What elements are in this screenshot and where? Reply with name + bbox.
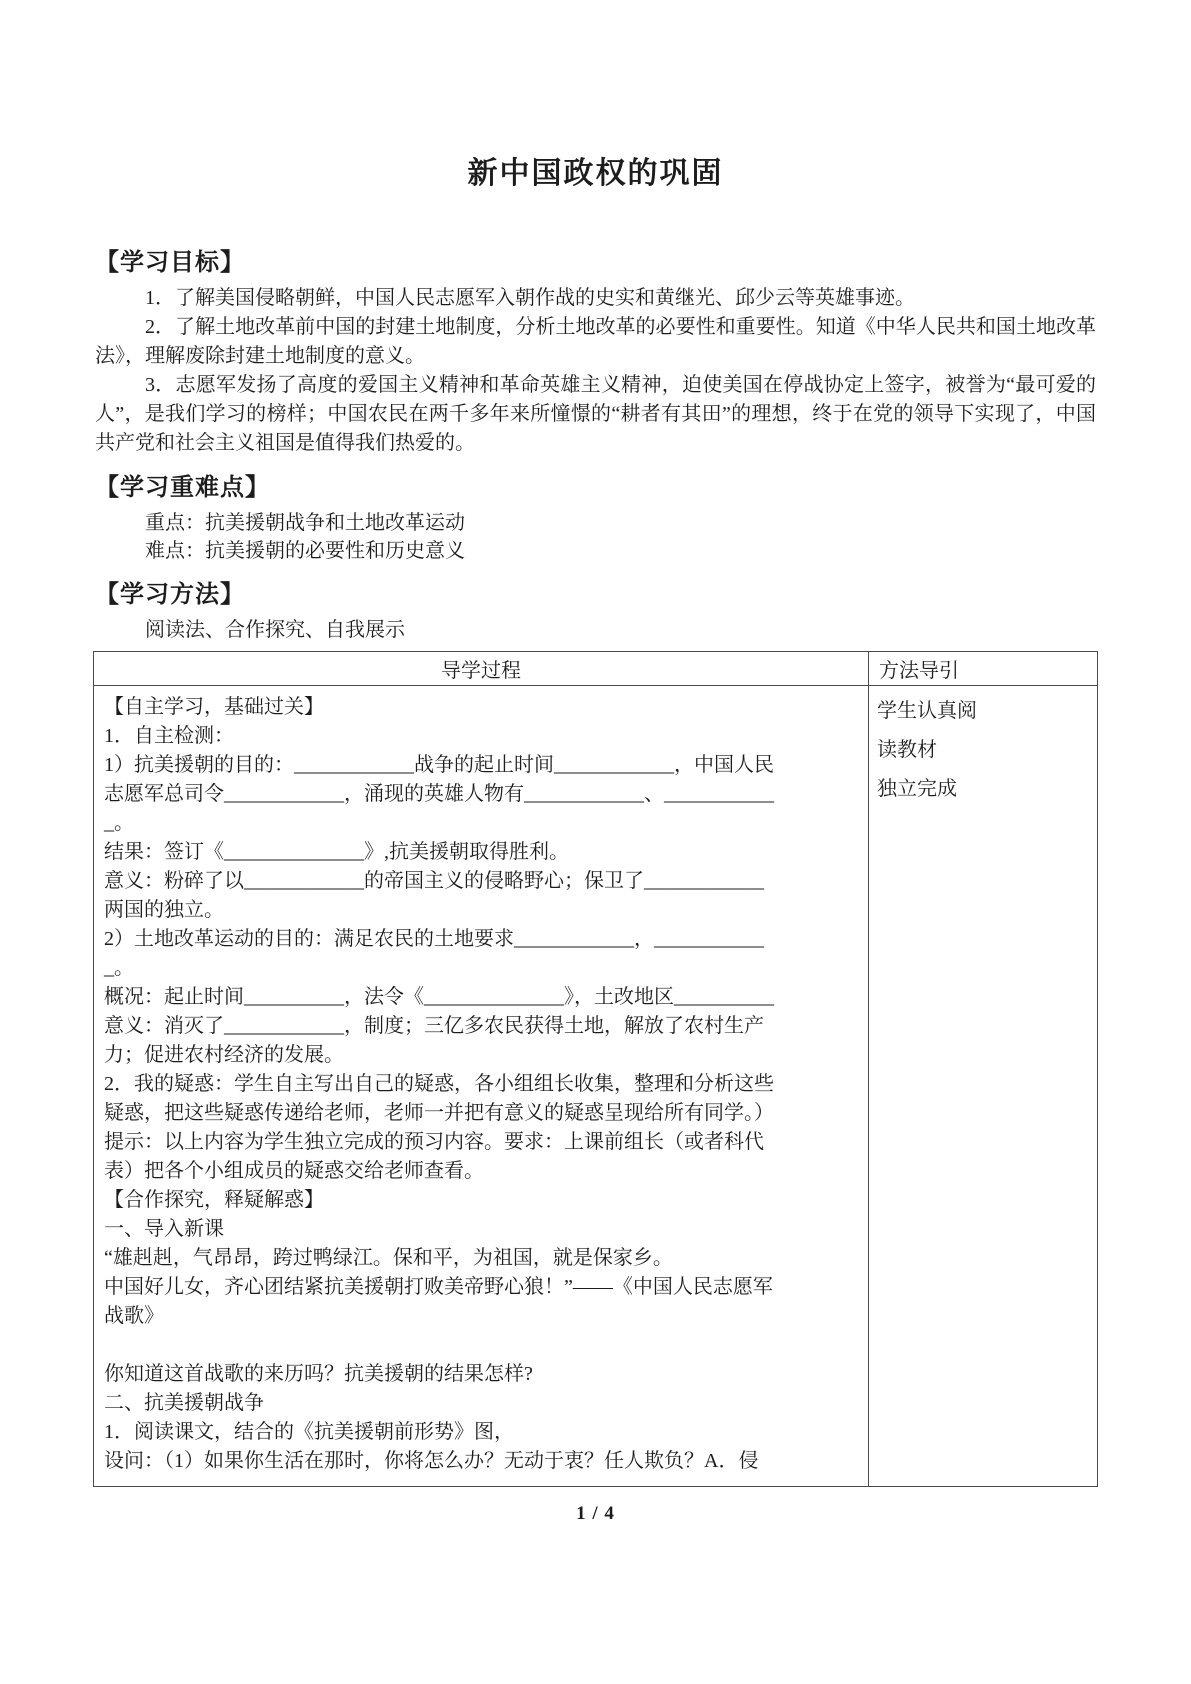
page-number: 1 / 4 bbox=[576, 1503, 615, 1524]
process-line: 2．我的疑惑：学生自主写出自己的疑惑，各小组组长收集，整理和分析这些 bbox=[104, 1073, 774, 1095]
keypoint-item: 重点：抗美援朝战争和土地改革运动 bbox=[145, 512, 465, 534]
section-heading-objectives: 【学习目标】 bbox=[95, 250, 245, 276]
process-line: 一、导入新课 bbox=[104, 1218, 224, 1240]
process-line: 志愿军总司令____________，涌现的英雄人物有____________、___________ bbox=[104, 783, 774, 805]
process-line: “雄赳赳，气昂昂，跨过鸭绿江。保和平，为祖国，就是保家乡。 bbox=[104, 1247, 673, 1269]
keypoints-list bbox=[95, 509, 1096, 565]
process-line: _。 bbox=[104, 957, 134, 979]
process-line: 结果：签订《______________》,抗美援朝取得胜利。 bbox=[104, 841, 569, 863]
process-line: 疑惑，把这些疑惑传递给老师，老师一并把有意义的疑惑呈现给所有同学。） bbox=[104, 1102, 774, 1124]
table-header-method-guide: 方法导引 bbox=[869, 652, 1098, 686]
process-line: 中国好儿女，齐心团结紧抗美援朝打败美帝野心狼！”——《中国人民志愿军 bbox=[104, 1276, 773, 1298]
process-line: 力；促进农村经济的发展。 bbox=[104, 1044, 344, 1066]
method-guide-lines bbox=[877, 692, 1091, 809]
objective-item: 1．了解美国侵略朝鲜，中国人民志愿军入朝作战的史实和黄继光、邱少云等英雄事迹。 bbox=[145, 287, 915, 309]
process-line: 2）土地改革运动的目的：满足农民的土地要求____________，___________ bbox=[104, 928, 764, 950]
process-line: 1．自主检测： bbox=[104, 725, 234, 747]
objective-item: 3．志愿军发扬了高度的爱国主义精神和革命英雄主义精神，迫使美国在停战协定上签字，被誉为“最可爱的人”，是我们学习的榜样；中国农民在两千多年来所憧憬的“耕者有其田”的理想，终于在党的领导下实现了，中国共产党和社会主义祖国是值得我们热爱的。 bbox=[95, 374, 1096, 454]
table-body-row bbox=[94, 686, 1098, 1487]
method-guide-line: 独立完成 bbox=[877, 778, 957, 800]
process-line: 【自主学习，基础过关】 bbox=[104, 696, 324, 718]
process-line: 表）把各个小组成员的疑惑交给老师查看。 bbox=[104, 1160, 484, 1182]
page-title: 新中国政权的巩固 bbox=[467, 157, 724, 190]
keypoint-item: 难点：抗美援朝的必要性和历史意义 bbox=[145, 540, 465, 562]
method-guide-line: 学生认真阅 bbox=[877, 700, 977, 722]
process-line: 设问：（1）如果你生活在那时，你将怎么办？无动于衷？任人欺负？A．侵 bbox=[104, 1450, 759, 1472]
process-line: 概况：起止时间__________，法令《______________》，土改地区__________ bbox=[104, 986, 774, 1008]
process-line bbox=[104, 1331, 858, 1360]
method-guide-cell bbox=[869, 686, 1098, 1487]
process-cell bbox=[94, 686, 869, 1487]
process-line: 提示：以上内容为学生独立完成的预习内容。要求：上课前组长（或者科代 bbox=[104, 1131, 764, 1153]
method-item: 阅读法、合作探究、自我展示 bbox=[145, 619, 405, 641]
methods-list bbox=[95, 616, 1096, 644]
table-header-process: 导学过程 bbox=[94, 652, 869, 686]
process-line: 意义：粉碎了以____________的帝国主义的侵略野心；保卫了____________ bbox=[104, 870, 764, 892]
table-header-row bbox=[94, 652, 1098, 686]
process-line: 【合作探究，释疑解惑】 bbox=[104, 1189, 324, 1211]
process-line: 两国的独立。 bbox=[104, 899, 224, 921]
section-heading-keypoints: 【学习重难点】 bbox=[95, 475, 270, 501]
objective-item: 2．了解土地改革前中国的封建土地制度，分析土地改革的必要性和重要性。知道《中华人民共和国土地改革法》，理解废除封建土地制度的意义。 bbox=[95, 316, 1096, 367]
process-line: 你知道这首战歌的来历吗？抗美援朝的结果怎样? bbox=[104, 1363, 533, 1385]
process-line: 1）抗美援朝的目的：____________战争的起止时间____________，中国人民 bbox=[104, 754, 774, 776]
process-line: _。 bbox=[104, 812, 134, 834]
section-heading-methods: 【学习方法】 bbox=[95, 582, 245, 608]
objectives-list bbox=[95, 284, 1096, 458]
process-line: 意义：消灭了____________，制度；三亿多农民获得土地，解放了农村生产 bbox=[104, 1015, 764, 1037]
process-line: 战歌》 bbox=[104, 1305, 164, 1327]
process-line: 1．阅读课文，结合的《抗美援朝前形势》图， bbox=[104, 1421, 514, 1443]
process-line: 二、抗美援朝战争 bbox=[104, 1392, 264, 1414]
method-guide-line: 读教材 bbox=[877, 739, 937, 761]
guide-table bbox=[93, 651, 1098, 1487]
process-lines bbox=[104, 693, 858, 1476]
